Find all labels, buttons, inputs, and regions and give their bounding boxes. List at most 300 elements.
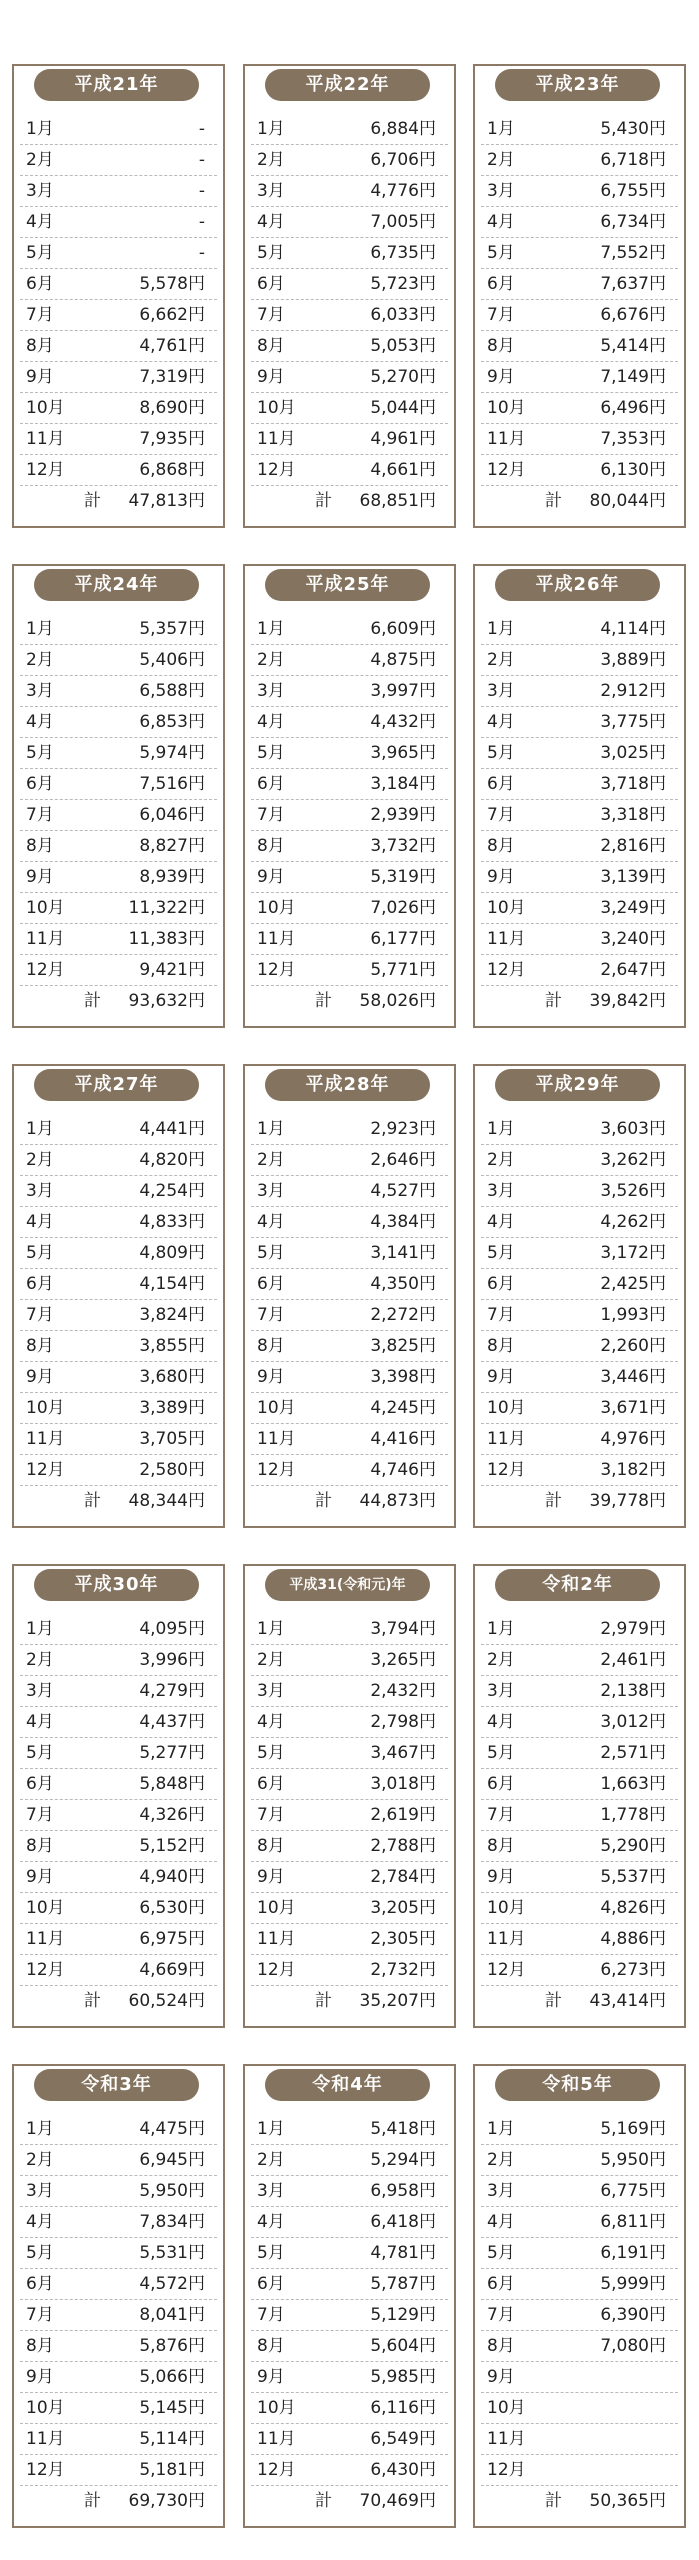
month-label: 5月 [257,1243,285,1263]
month-label: 8月 [487,2336,515,2356]
month-label: 4月 [26,212,54,232]
month-label: 11月 [26,429,65,449]
month-amount: 5,578円 [139,274,205,294]
total-row [251,1486,448,1517]
month-amount: 4,262円 [600,1212,666,1232]
total-row [20,986,217,1017]
month-label: 10月 [26,1398,65,1418]
total-label: 計 [545,1491,562,1511]
month-label: 7月 [487,2305,515,2325]
total-amount: 35,207円 [359,1991,436,2011]
month-label: 7月 [26,2305,54,2325]
month-amount: 6,191円 [600,2243,666,2263]
month-row [481,1676,678,1707]
month-label: 3月 [26,681,54,701]
month-row [20,707,217,738]
month-row [20,1114,217,1145]
month-list [251,614,448,1017]
month-row [251,424,448,455]
month-row [251,955,448,986]
month-row [20,1331,217,1362]
month-amount: 4,875円 [370,650,436,670]
month-label: 2月 [487,1650,515,1670]
month-amount: 3,732円 [370,836,436,856]
month-label: 8月 [487,836,515,856]
month-label: 11月 [26,929,65,949]
month-row [251,2114,448,2145]
total-row [481,986,678,1017]
month-label: 12月 [487,1460,526,1480]
month-amount: 3,775円 [600,712,666,732]
month-label: 1月 [257,1119,285,1139]
month-row [251,614,448,645]
month-row [481,1738,678,1769]
month-amount: 6,046円 [139,805,205,825]
month-row [20,362,217,393]
month-row [251,393,448,424]
month-row [481,1362,678,1393]
month-row [481,769,678,800]
month-row [481,207,678,238]
month-label: 4月 [487,1712,515,1732]
month-amount: 6,718円 [600,150,666,170]
month-row [251,2145,448,2176]
month-row [251,862,448,893]
month-row [481,2300,678,2331]
month-label: 10月 [26,2398,65,2418]
month-label: 1月 [487,119,515,139]
month-label: 1月 [26,119,54,139]
month-list [481,1114,678,1517]
month-amount: 2,646円 [370,1150,436,1170]
month-amount: 2,816円 [600,836,666,856]
month-label: 12月 [26,1960,65,1980]
month-row [20,1645,217,1676]
month-list [481,114,678,517]
month-amount: 1,663円 [600,1774,666,1794]
month-row [20,1362,217,1393]
month-row [251,769,448,800]
month-amount: 6,755円 [600,181,666,201]
month-amount: 5,066円 [139,2367,205,2387]
month-row [481,1238,678,1269]
month-row [20,862,217,893]
month-label: 5月 [487,1743,515,1763]
year-card [473,64,686,528]
month-amount: 3,824円 [139,1305,205,1325]
month-row [251,1300,448,1331]
total-label: 計 [545,491,562,511]
month-label: 11月 [487,1429,526,1449]
year-card [243,64,456,528]
month-amount: 4,826円 [600,1898,666,1918]
month-label: 1月 [487,1119,515,1139]
month-row [20,769,217,800]
month-label: 8月 [487,1836,515,1856]
month-row [251,707,448,738]
month-amount: 2,260円 [600,1336,666,1356]
month-amount: 6,676円 [600,305,666,325]
month-row [481,1393,678,1424]
month-amount: 6,775円 [600,2181,666,2201]
month-amount: 6,609円 [370,619,436,639]
month-amount: 3,172円 [600,1243,666,1263]
month-row [20,2300,217,2331]
month-label: 11月 [257,429,296,449]
month-row [251,1207,448,1238]
month-row [251,331,448,362]
month-amount: 5,270円 [370,367,436,387]
month-label: 5月 [26,2243,54,2263]
month-row [481,1831,678,1862]
month-amount: 4,279円 [139,1681,205,1701]
month-row [20,1424,217,1455]
month-label: 5月 [257,2243,285,2263]
month-amount: 5,531円 [139,2243,205,2263]
month-amount: 5,169円 [600,2119,666,2139]
month-label: 12月 [257,1460,296,1480]
month-list [20,2114,217,2517]
month-row [251,1393,448,1424]
month-row [481,614,678,645]
month-row [251,2362,448,2393]
month-label: 5月 [257,1743,285,1763]
total-amount: 69,730円 [128,2491,205,2511]
month-amount: 5,950円 [139,2181,205,2201]
month-amount: 2,923円 [370,1119,436,1139]
month-row [251,1362,448,1393]
month-amount: 3,446円 [600,1367,666,1387]
month-row [20,2176,217,2207]
month-amount: 2,912円 [600,681,666,701]
month-row [251,1114,448,1145]
total-label: 計 [315,2491,332,2511]
month-row [20,1238,217,1269]
month-row [20,269,217,300]
month-label: 4月 [257,712,285,732]
month-label: 5月 [26,743,54,763]
month-label: 8月 [487,1336,515,1356]
month-amount: 2,788円 [370,1836,436,1856]
month-label: 1月 [26,2119,54,2139]
month-row [20,207,217,238]
month-label: 4月 [257,212,285,232]
month-label: 8月 [26,336,54,356]
month-row [481,955,678,986]
month-row [481,2145,678,2176]
month-amount: 7,319円 [139,367,205,387]
month-list [481,614,678,1017]
month-label: 4月 [487,1212,515,1232]
month-label: 6月 [26,774,54,794]
month-row [481,238,678,269]
month-label: 3月 [487,681,515,701]
month-row [481,2362,678,2393]
month-label: 9月 [26,1367,54,1387]
month-label: 2月 [257,650,285,670]
total-label: 計 [315,1491,332,1511]
month-amount: 3,205円 [370,1898,436,1918]
month-amount: - [198,119,205,139]
month-label: 9月 [487,2367,515,2387]
month-amount: 6,706円 [370,150,436,170]
month-amount: 5,430円 [600,119,666,139]
month-label: 1月 [26,619,54,639]
month-amount: 2,647円 [600,960,666,980]
month-amount: 2,580円 [139,1460,205,1480]
month-label: 7月 [487,305,515,325]
month-amount: 5,950円 [600,2150,666,2170]
year-badge: 平成25年 [265,569,430,601]
month-amount: 3,825円 [370,1336,436,1356]
total-label: 計 [84,491,101,511]
month-amount: 2,425円 [600,1274,666,1294]
month-amount: 6,811円 [600,2212,666,2232]
month-row [20,1393,217,1424]
month-row [20,1176,217,1207]
total-row [481,1986,678,2017]
month-label: 9月 [487,367,515,387]
month-row [251,1645,448,1676]
month-amount: 7,935円 [139,429,205,449]
month-label: 11月 [26,2429,65,2449]
total-row [20,1986,217,2017]
month-list [20,114,217,517]
month-amount: 5,357円 [139,619,205,639]
total-row [251,2486,448,2517]
month-label: 10月 [257,398,296,418]
month-label: 10月 [257,1898,296,1918]
month-label: 3月 [257,681,285,701]
month-row [251,1924,448,1955]
month-row [481,1893,678,1924]
month-list [481,2114,678,2517]
month-label: 9月 [257,2367,285,2387]
month-row [251,831,448,862]
month-row [251,893,448,924]
month-row [251,1145,448,1176]
month-row [481,1331,678,1362]
month-amount: 4,350円 [370,1274,436,1294]
month-label: 8月 [26,1836,54,1856]
month-label: 11月 [26,1429,65,1449]
month-label: 7月 [26,305,54,325]
month-label: 5月 [487,2243,515,2263]
month-amount: 3,318円 [600,805,666,825]
total-amount: 50,365円 [589,2491,666,2511]
total-label: 計 [84,1491,101,1511]
month-label: 8月 [257,2336,285,2356]
month-row [20,614,217,645]
year-card [243,2064,456,2528]
month-amount: 7,637円 [600,274,666,294]
month-row [481,114,678,145]
month-amount: 8,939円 [139,867,205,887]
month-amount: 7,149円 [600,367,666,387]
month-label: 12月 [257,1960,296,1980]
month-row [20,800,217,831]
month-amount: 7,005円 [370,212,436,232]
month-row [20,2331,217,2362]
month-row [20,1893,217,1924]
month-row [481,1176,678,1207]
month-row [251,1707,448,1738]
month-amount: - [198,243,205,263]
month-amount: 6,734円 [600,212,666,232]
month-label: 10月 [26,1898,65,1918]
month-amount: 2,979円 [600,1619,666,1639]
month-row [481,2238,678,2269]
month-label: 5月 [26,1743,54,1763]
month-label: 10月 [487,898,526,918]
month-amount: 4,746円 [370,1460,436,1480]
month-row [20,1800,217,1831]
month-amount: - [198,181,205,201]
month-amount: 6,496円 [600,398,666,418]
month-amount: 3,182円 [600,1460,666,1480]
month-row [20,455,217,486]
month-label: 3月 [257,1181,285,1201]
month-amount: 3,265円 [370,1650,436,1670]
month-row [251,1238,448,1269]
month-amount: 3,889円 [600,650,666,670]
month-amount: 4,437円 [139,1712,205,1732]
month-amount: 4,781円 [370,2243,436,2263]
year-card [12,1564,225,2028]
month-row [251,269,448,300]
month-label: 7月 [257,1305,285,1325]
month-amount: 6,662円 [139,305,205,325]
month-row [20,145,217,176]
month-row [481,2114,678,2145]
month-list [20,1614,217,2017]
month-label: 3月 [487,2181,515,2201]
month-amount: 5,537円 [600,1867,666,1887]
month-amount: 6,390円 [600,2305,666,2325]
month-label: 2月 [257,1150,285,1170]
month-amount: 3,996円 [139,1650,205,1670]
month-amount: 5,181円 [139,2460,205,2480]
month-label: 11月 [257,1929,296,1949]
month-label: 4月 [487,712,515,732]
month-label: 9月 [487,867,515,887]
month-row [20,2362,217,2393]
month-label: 8月 [26,1336,54,1356]
month-row [481,738,678,769]
month-row [20,1269,217,1300]
month-amount: 3,671円 [600,1398,666,1418]
month-row [481,1800,678,1831]
month-row [20,1676,217,1707]
month-row [481,424,678,455]
month-amount: 3,526円 [600,1181,666,1201]
month-label: 6月 [487,774,515,794]
month-amount: 5,145円 [139,2398,205,2418]
month-label: 12月 [487,2460,526,2480]
month-row [251,145,448,176]
total-amount: 80,044円 [589,491,666,511]
month-row [481,2424,678,2455]
total-row [20,486,217,517]
month-label: 11月 [487,2429,526,2449]
month-row [251,114,448,145]
month-row [251,2424,448,2455]
month-row [251,1676,448,1707]
year-badge: 令和5年 [495,2069,660,2101]
month-label: 6月 [257,2274,285,2294]
month-row [251,1862,448,1893]
month-row [481,1207,678,1238]
month-row [20,738,217,769]
month-amount: 3,389円 [139,1398,205,1418]
month-label: 3月 [487,1181,515,1201]
month-amount: 5,406円 [139,650,205,670]
total-row [20,1486,217,1517]
total-row [481,486,678,517]
month-label: 2月 [487,150,515,170]
month-label: 12月 [26,2460,65,2480]
month-amount: 6,273円 [600,1960,666,1980]
month-label: 6月 [26,2274,54,2294]
year-badge: 平成31(令和元)年 [265,1569,430,1601]
month-row [251,2238,448,2269]
year-badge: 令和4年 [265,2069,430,2101]
month-amount: 9,421円 [139,960,205,980]
month-amount: 5,418円 [370,2119,436,2139]
month-amount: 2,784円 [370,1867,436,1887]
month-row [251,176,448,207]
total-label: 計 [84,2491,101,2511]
total-label: 計 [315,1991,332,2011]
month-amount: 5,723円 [370,274,436,294]
month-row [481,2455,678,2486]
month-row [20,1862,217,1893]
month-amount: 5,999円 [600,2274,666,2294]
month-label: 1月 [487,2119,515,2139]
month-row [481,676,678,707]
month-label: 2月 [487,2150,515,2170]
total-label: 計 [545,991,562,1011]
month-row [481,300,678,331]
month-label: 4月 [26,1212,54,1232]
total-amount: 39,778円 [589,1491,666,1511]
month-row [481,176,678,207]
month-label: 2月 [257,1650,285,1670]
month-amount: 5,848円 [139,1774,205,1794]
month-amount: 5,044円 [370,398,436,418]
month-amount: 4,154円 [139,1274,205,1294]
month-amount: 5,294円 [370,2150,436,2170]
month-label: 3月 [257,1681,285,1701]
month-row [251,2207,448,2238]
month-amount: 4,245円 [370,1398,436,1418]
month-label: 6月 [487,1274,515,1294]
month-amount: 4,976円 [600,1429,666,1449]
month-amount: 7,552円 [600,243,666,263]
month-label: 12月 [26,1460,65,1480]
month-row [481,1269,678,1300]
month-amount: 6,177円 [370,929,436,949]
total-label: 計 [545,2491,562,2511]
month-amount: 4,114円 [600,619,666,639]
year-card [243,564,456,1028]
month-label: 3月 [257,181,285,201]
month-label: 1月 [257,119,285,139]
year-badge: 平成30年 [34,1569,199,1601]
month-amount: 3,855円 [139,1336,205,1356]
month-label: 6月 [26,1274,54,1294]
month-label: 7月 [26,1305,54,1325]
